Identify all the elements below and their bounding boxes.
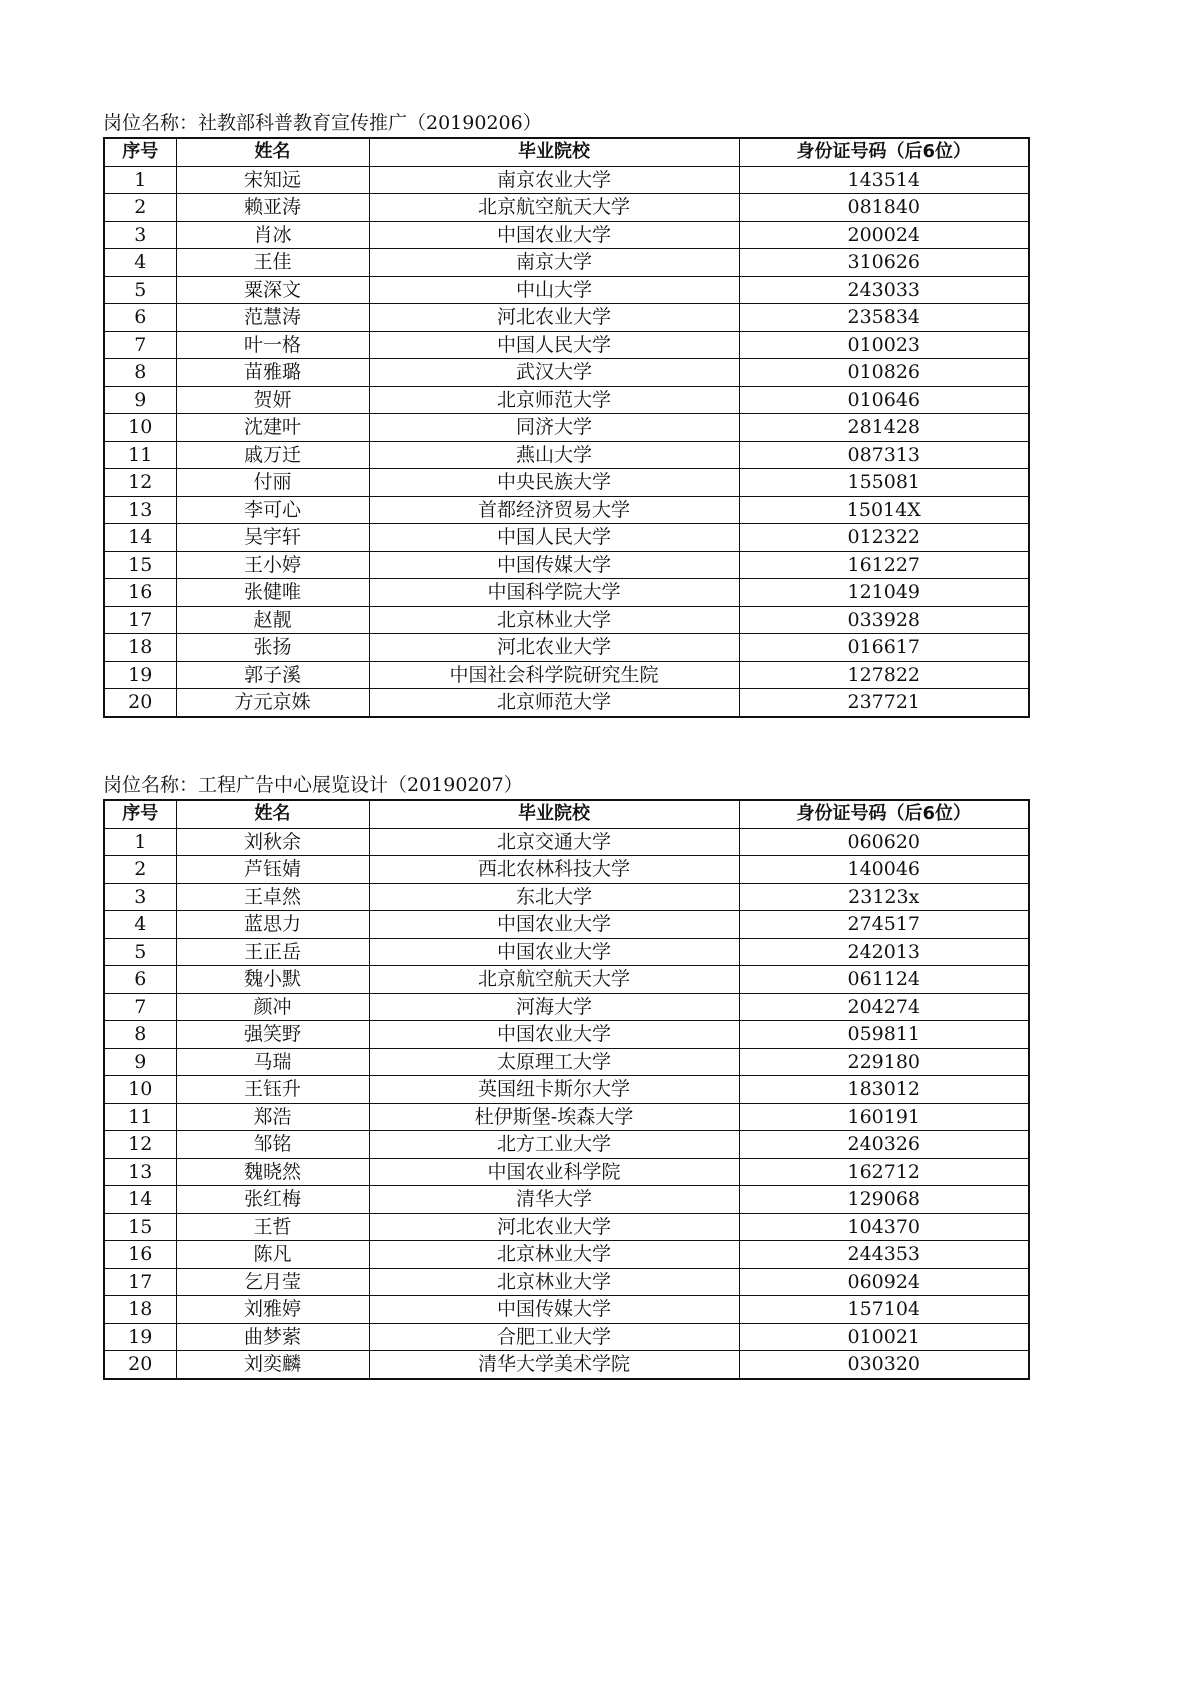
cell-school: 北京林业大学 (369, 606, 739, 634)
cell-id-suffix: 030320 (739, 1351, 1029, 1379)
table-row (104, 359, 1029, 387)
cell-id-suffix: 157104 (739, 1296, 1029, 1324)
cell-school: 英国纽卡斯尔大学 (369, 1076, 739, 1104)
cell-school: 东北大学 (369, 883, 739, 911)
table-row (104, 304, 1029, 332)
table-row (104, 221, 1029, 249)
cell-name: 强笑野 (176, 1021, 369, 1049)
cell-id-suffix: 012322 (739, 524, 1029, 552)
cell-name: 付丽 (176, 469, 369, 497)
cell-id-suffix: 060620 (739, 828, 1029, 856)
cell-school: 北京航空航天大学 (369, 966, 739, 994)
cell-id-suffix: 162712 (739, 1158, 1029, 1186)
cell-school: 清华大学 (369, 1186, 739, 1214)
cell-number: 6 (104, 304, 176, 332)
cell-number: 7 (104, 993, 176, 1021)
cell-number: 9 (104, 386, 176, 414)
table-row (104, 469, 1029, 497)
cell-name: 王卓然 (176, 883, 369, 911)
cell-school: 河海大学 (369, 993, 739, 1021)
cell-school: 中国农业大学 (369, 938, 739, 966)
header-number: 序号 (104, 800, 176, 828)
table-row (104, 1131, 1029, 1159)
cell-id-suffix: 204274 (739, 993, 1029, 1021)
cell-number: 15 (104, 1213, 176, 1241)
cell-number: 5 (104, 276, 176, 304)
header-name: 姓名 (176, 800, 369, 828)
header-name: 姓名 (176, 138, 369, 166)
cell-name: 方元京姝 (176, 689, 369, 717)
cell-school: 河北农业大学 (369, 304, 739, 332)
cell-id-suffix: 160191 (739, 1103, 1029, 1131)
cell-name: 宋知远 (176, 166, 369, 194)
table-row (104, 386, 1029, 414)
cell-school: 太原理工大学 (369, 1048, 739, 1076)
cell-id-suffix: 061124 (739, 966, 1029, 994)
cell-name: 郭子溪 (176, 661, 369, 689)
cell-name: 叶一格 (176, 331, 369, 359)
cell-number: 15 (104, 551, 176, 579)
cell-id-suffix: 060924 (739, 1268, 1029, 1296)
candidate-table (103, 137, 1030, 718)
cell-number: 6 (104, 966, 176, 994)
cell-name: 王小婷 (176, 551, 369, 579)
cell-school: 南京农业大学 (369, 166, 739, 194)
cell-number: 12 (104, 1131, 176, 1159)
cell-number: 18 (104, 1296, 176, 1324)
table-row (104, 911, 1029, 939)
section-title: 岗位名称：社教部科普教育宣传推广（20190206） (103, 112, 542, 134)
cell-name: 魏小默 (176, 966, 369, 994)
cell-number: 19 (104, 1323, 176, 1351)
cell-name: 张健唯 (176, 579, 369, 607)
table-row (104, 856, 1029, 884)
cell-school: 清华大学美术学院 (369, 1351, 739, 1379)
cell-id-suffix: 274517 (739, 911, 1029, 939)
table-row (104, 634, 1029, 662)
table-row (104, 1268, 1029, 1296)
cell-school: 中国人民大学 (369, 524, 739, 552)
table-row (104, 496, 1029, 524)
cell-name: 贺妍 (176, 386, 369, 414)
table-row (104, 1076, 1029, 1104)
cell-number: 10 (104, 414, 176, 442)
cell-name: 刘奕麟 (176, 1351, 369, 1379)
cell-school: 中国农业科学院 (369, 1158, 739, 1186)
cell-name: 苗雅璐 (176, 359, 369, 387)
table-row (104, 579, 1029, 607)
cell-school: 中国农业大学 (369, 911, 739, 939)
cell-school: 北京航空航天大学 (369, 194, 739, 222)
cell-school: 合肥工业大学 (369, 1323, 739, 1351)
cell-id-suffix: 033928 (739, 606, 1029, 634)
cell-number: 11 (104, 441, 176, 469)
cell-id-suffix: 310626 (739, 249, 1029, 277)
cell-name: 戚万迁 (176, 441, 369, 469)
cell-school: 北京林业大学 (369, 1241, 739, 1269)
table-row (104, 966, 1029, 994)
cell-name: 王正岳 (176, 938, 369, 966)
section-exhibition-design (103, 772, 1028, 1380)
cell-number: 17 (104, 1268, 176, 1296)
cell-number: 1 (104, 828, 176, 856)
cell-school: 河北农业大学 (369, 1213, 739, 1241)
candidate-table (103, 799, 1030, 1380)
cell-school: 首都经济贸易大学 (369, 496, 739, 524)
cell-name: 郑浩 (176, 1103, 369, 1131)
cell-id-suffix: 183012 (739, 1076, 1029, 1104)
cell-id-suffix: 237721 (739, 689, 1029, 717)
cell-name: 张红梅 (176, 1186, 369, 1214)
cell-number: 7 (104, 331, 176, 359)
table-row (104, 828, 1029, 856)
header-school: 毕业院校 (369, 138, 739, 166)
cell-name: 蓝思力 (176, 911, 369, 939)
cell-school: 中国社会科学院研究生院 (369, 661, 739, 689)
table-row (104, 194, 1029, 222)
cell-name: 王佳 (176, 249, 369, 277)
cell-id-suffix: 104370 (739, 1213, 1029, 1241)
cell-number: 14 (104, 524, 176, 552)
cell-number: 3 (104, 883, 176, 911)
table-row (104, 1296, 1029, 1324)
table-row (104, 993, 1029, 1021)
cell-school: 中国农业大学 (369, 221, 739, 249)
cell-name: 沈建叶 (176, 414, 369, 442)
cell-number: 20 (104, 689, 176, 717)
table-row (104, 1158, 1029, 1186)
table-row (104, 1186, 1029, 1214)
cell-school: 南京大学 (369, 249, 739, 277)
header-school: 毕业院校 (369, 800, 739, 828)
table-row (104, 331, 1029, 359)
cell-name: 张扬 (176, 634, 369, 662)
cell-id-suffix: 240326 (739, 1131, 1029, 1159)
table-row (104, 249, 1029, 277)
cell-number: 8 (104, 1021, 176, 1049)
cell-name: 曲梦萦 (176, 1323, 369, 1351)
cell-id-suffix: 15014X (739, 496, 1029, 524)
cell-school: 中国传媒大学 (369, 551, 739, 579)
table-row (104, 414, 1029, 442)
table-row (104, 551, 1029, 579)
cell-id-suffix: 229180 (739, 1048, 1029, 1076)
cell-name: 范慧涛 (176, 304, 369, 332)
cell-number: 18 (104, 634, 176, 662)
section-social-education (103, 110, 1028, 718)
cell-name: 刘秋余 (176, 828, 369, 856)
cell-school: 河北农业大学 (369, 634, 739, 662)
cell-school: 中国传媒大学 (369, 1296, 739, 1324)
table-header-row (104, 138, 1029, 166)
cell-name: 王钰升 (176, 1076, 369, 1104)
cell-id-suffix: 243033 (739, 276, 1029, 304)
cell-school: 杜伊斯堡-埃森大学 (369, 1103, 739, 1131)
cell-id-suffix: 143514 (739, 166, 1029, 194)
cell-name: 李可心 (176, 496, 369, 524)
table-row (104, 661, 1029, 689)
table-row (104, 524, 1029, 552)
table-row (104, 276, 1029, 304)
cell-name: 魏晓然 (176, 1158, 369, 1186)
cell-name: 粟深文 (176, 276, 369, 304)
table-header-row (104, 800, 1029, 828)
cell-name: 赖亚涛 (176, 194, 369, 222)
table-row (104, 1213, 1029, 1241)
cell-name: 芦钰婧 (176, 856, 369, 884)
section-title: 岗位名称：工程广告中心展览设计（20190207） (103, 774, 523, 796)
cell-id-suffix: 23123x (739, 883, 1029, 911)
cell-school: 中央民族大学 (369, 469, 739, 497)
cell-school: 北京师范大学 (369, 689, 739, 717)
cell-number: 9 (104, 1048, 176, 1076)
cell-name: 颜冲 (176, 993, 369, 1021)
table-row (104, 883, 1029, 911)
cell-school: 中山大学 (369, 276, 739, 304)
cell-school: 北方工业大学 (369, 1131, 739, 1159)
cell-school: 北京交通大学 (369, 828, 739, 856)
table-row (104, 1241, 1029, 1269)
cell-number: 20 (104, 1351, 176, 1379)
cell-school: 同济大学 (369, 414, 739, 442)
cell-id-suffix: 010023 (739, 331, 1029, 359)
cell-number: 16 (104, 1241, 176, 1269)
cell-id-suffix: 155081 (739, 469, 1029, 497)
cell-id-suffix: 059811 (739, 1021, 1029, 1049)
cell-name: 陈凡 (176, 1241, 369, 1269)
table-row (104, 1351, 1029, 1379)
cell-number: 2 (104, 856, 176, 884)
cell-name: 赵靓 (176, 606, 369, 634)
cell-id-suffix: 161227 (739, 551, 1029, 579)
header-id-suffix: 身份证号码（后6位） (739, 800, 1029, 828)
cell-number: 13 (104, 1158, 176, 1186)
cell-id-suffix: 281428 (739, 414, 1029, 442)
cell-id-suffix: 129068 (739, 1186, 1029, 1214)
cell-id-suffix: 242013 (739, 938, 1029, 966)
cell-school: 西北农林科技大学 (369, 856, 739, 884)
cell-school: 中国农业大学 (369, 1021, 739, 1049)
table-row (104, 166, 1029, 194)
cell-number: 16 (104, 579, 176, 607)
cell-name: 吴宇轩 (176, 524, 369, 552)
cell-number: 2 (104, 194, 176, 222)
cell-number: 4 (104, 249, 176, 277)
cell-number: 3 (104, 221, 176, 249)
cell-name: 马瑞 (176, 1048, 369, 1076)
cell-school: 北京师范大学 (369, 386, 739, 414)
table-row (104, 938, 1029, 966)
cell-id-suffix: 010021 (739, 1323, 1029, 1351)
cell-id-suffix: 200024 (739, 221, 1029, 249)
cell-school: 北京林业大学 (369, 1268, 739, 1296)
header-number: 序号 (104, 138, 176, 166)
cell-id-suffix: 010646 (739, 386, 1029, 414)
table-row (104, 1021, 1029, 1049)
cell-id-suffix: 087313 (739, 441, 1029, 469)
cell-name: 邹铭 (176, 1131, 369, 1159)
table-row (104, 441, 1029, 469)
cell-id-suffix: 010826 (739, 359, 1029, 387)
cell-number: 5 (104, 938, 176, 966)
cell-id-suffix: 140046 (739, 856, 1029, 884)
cell-name: 刘雅婷 (176, 1296, 369, 1324)
cell-school: 中国人民大学 (369, 331, 739, 359)
header-id-suffix: 身份证号码（后6位） (739, 138, 1029, 166)
cell-number: 8 (104, 359, 176, 387)
cell-id-suffix: 121049 (739, 579, 1029, 607)
cell-school: 武汉大学 (369, 359, 739, 387)
cell-number: 4 (104, 911, 176, 939)
table-row (104, 1323, 1029, 1351)
table-row (104, 1048, 1029, 1076)
cell-id-suffix: 127822 (739, 661, 1029, 689)
cell-number: 13 (104, 496, 176, 524)
cell-id-suffix: 081840 (739, 194, 1029, 222)
cell-number: 17 (104, 606, 176, 634)
cell-name: 王哲 (176, 1213, 369, 1241)
cell-number: 1 (104, 166, 176, 194)
table-row (104, 1103, 1029, 1131)
cell-name: 乞月莹 (176, 1268, 369, 1296)
cell-number: 10 (104, 1076, 176, 1104)
cell-number: 11 (104, 1103, 176, 1131)
cell-name: 肖冰 (176, 221, 369, 249)
cell-id-suffix: 235834 (739, 304, 1029, 332)
cell-id-suffix: 244353 (739, 1241, 1029, 1269)
cell-number: 19 (104, 661, 176, 689)
cell-number: 12 (104, 469, 176, 497)
cell-number: 14 (104, 1186, 176, 1214)
cell-id-suffix: 016617 (739, 634, 1029, 662)
cell-school: 燕山大学 (369, 441, 739, 469)
table-row (104, 606, 1029, 634)
cell-school: 中国科学院大学 (369, 579, 739, 607)
table-row (104, 689, 1029, 717)
